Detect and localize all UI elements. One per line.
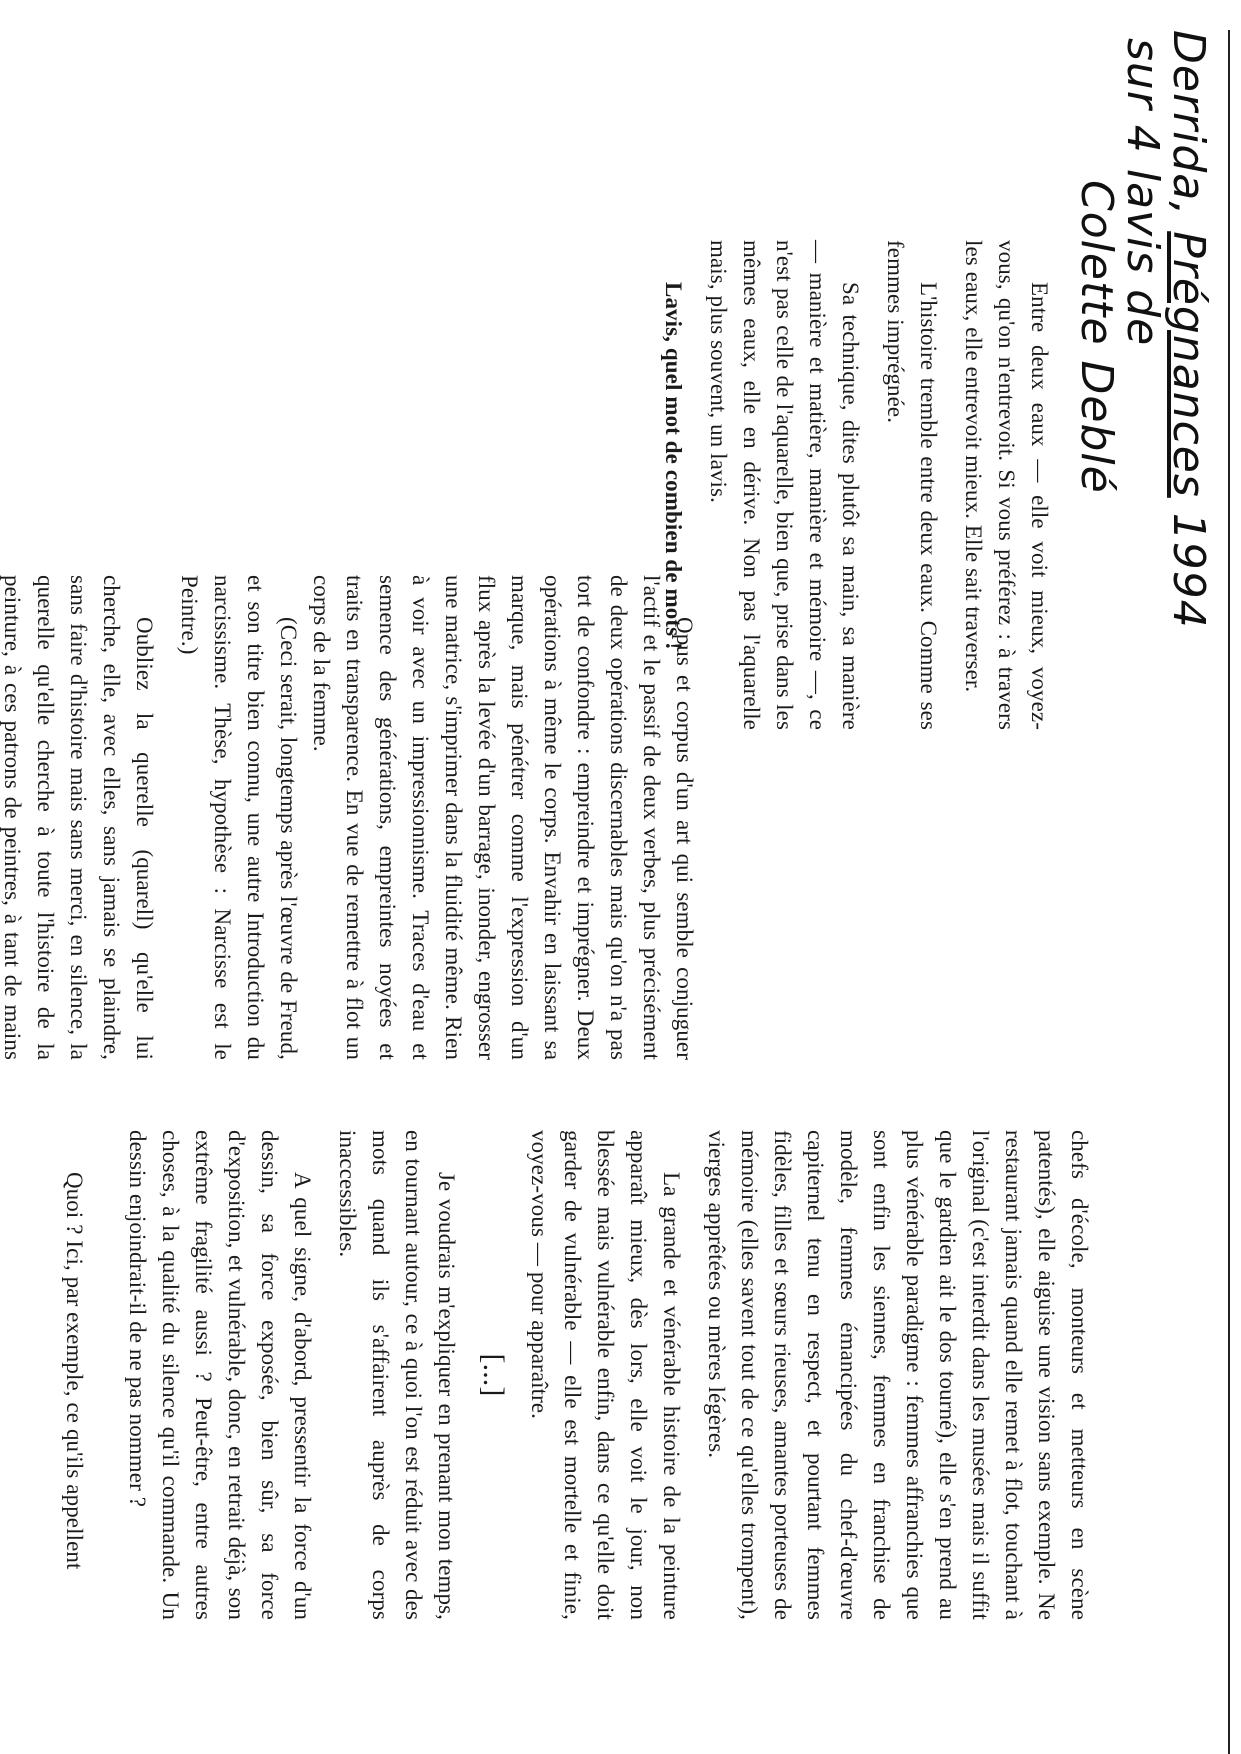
paragraph: Entre deux eaux — elle voit mieux, voyez-vous, qu'on n'entrevoit. Si vous préférez : à travers les eaux, elle entrevoit mieux. Elle sait traverser. xyxy=(961,240,1052,730)
paragraph: A quel signe, d'abord, pressentir la force d'un dessin, sa force exposée, bien sûr, sa force d'exposition, et vulnérable, donc, en retrait déjà, son extrême fragilité aussi ? Peut-être, entre autres choses, à la qualité du silence qu'il commande. Un dessin enjoindrait-il de ne pas nommer ? xyxy=(125,1130,315,1620)
paragraph: Oubliez la querelle (quarell) qu'elle lui cherche, elle, avec elles, sans jamais se plaindre, sans faire d'histoire mais sans merci, en silence, la querelle qu'elle cherche à toute l'histoire de la peinture, à ces patrons de peintres, à tant de mains xyxy=(0,575,157,1060)
paragraph: Opus et corpus d'un art qui semble conjuguer l'actif et le passif de deux verbes, plus précisément de deux opérations discernables mais qu'on n'a pas tort de confondre : empreindre et imprégner. Deux opérations à même le corps. Envahir en laissant sa marque, mais pénétrer comme l'expression d'un flux après la levée d'un barrage, inonder, engrosser une matrice, s'imprimer dans la fluidité même. Rien à voir avec un impressionnisme. Traces d'eau et semence des générations, empreintes noyées et traits en transparence. En vue de remettre à flot un corps de la femme. xyxy=(309,575,697,1060)
handwritten-year: 1994 xyxy=(1163,497,1214,629)
handwritten-line-2: sur 4 lavis de xyxy=(1117,38,1168,347)
paragraph: Lavis, quel mot de combien de mots ! xyxy=(661,282,686,650)
paragraph: chefs d'école, monteurs et metteurs en scène patentés), elle aiguise une vision sans exemple. Ne restaurant jamais quand elle remet à flot, touchant à l'original (c'est interdit dans les musées mais il suffit que le gardien ait le dos tourné), elle s'en prend au plus vénérable paradigme : femmes affranchies que sont enfin les siennes, femmes en franchise de modèle, femmes émancipées du chef-d'œuvre capiternel tenu en respect, et pourtant femmes fidèles, filles et sœurs rieuses, amantes porteuses de mémoire (elles savent tout de ce qu'elles trompent), vierges apprêtées ou mères légères. xyxy=(704,1130,1092,1620)
handwritten-author: Derrida, xyxy=(1163,30,1214,232)
handwritten-annotation xyxy=(1071,30,1214,790)
text-column-1 xyxy=(657,240,1056,730)
paragraph: La grande et vénérable histoire de la peinture apparaît mieux, dès lors, elle voit le jour, non blessée mais vulnérable enfin, dans ce qu'elle doit garder de vulnérable — elle est mortelle et finie, voyez-vous — pour apparaître. xyxy=(527,1130,684,1620)
paragraph: Sa technique, dites plutôt sa main, sa manière — manière et matière, manière et mémoire —, ce n'est pas celle de l'aquarelle, bien que, prise dans les mêmes eaux, elle en dérive. Non pas l'aquarelle mais, plus souvent, un lavis. xyxy=(706,240,863,730)
paragraph: Je voudrais m'expliquer en prenant mon temps, en tournant autour, ce à quoi l'on est réduit avec des mots quand ils s'affairent auprès de corps inaccessibles. xyxy=(335,1130,459,1620)
text-column-3 xyxy=(58,1130,1096,1620)
handwritten-line-3: Colette Deblé xyxy=(1071,180,1122,494)
paragraph: Quoi ? Ici, par exemple, ce qu'ils appellent xyxy=(62,1172,87,1570)
paragraph: L'histoire tremble entre deux eaux. Comme ses femmes imprégnée. xyxy=(883,240,941,730)
handwritten-title: Prégnances xyxy=(1163,231,1214,498)
paragraph: (Ceci serait, longtemps après l'œuvre de Freud, et son titre bien connu, une autre Introduction du narcissisme. Thèse, hypothèse : Narcisse est le Peintre.) xyxy=(177,575,301,1060)
text-column-2 xyxy=(0,575,701,1060)
ellipsis-mark: [...] xyxy=(477,1353,510,1397)
handwritten-line-1 xyxy=(1163,30,1214,790)
